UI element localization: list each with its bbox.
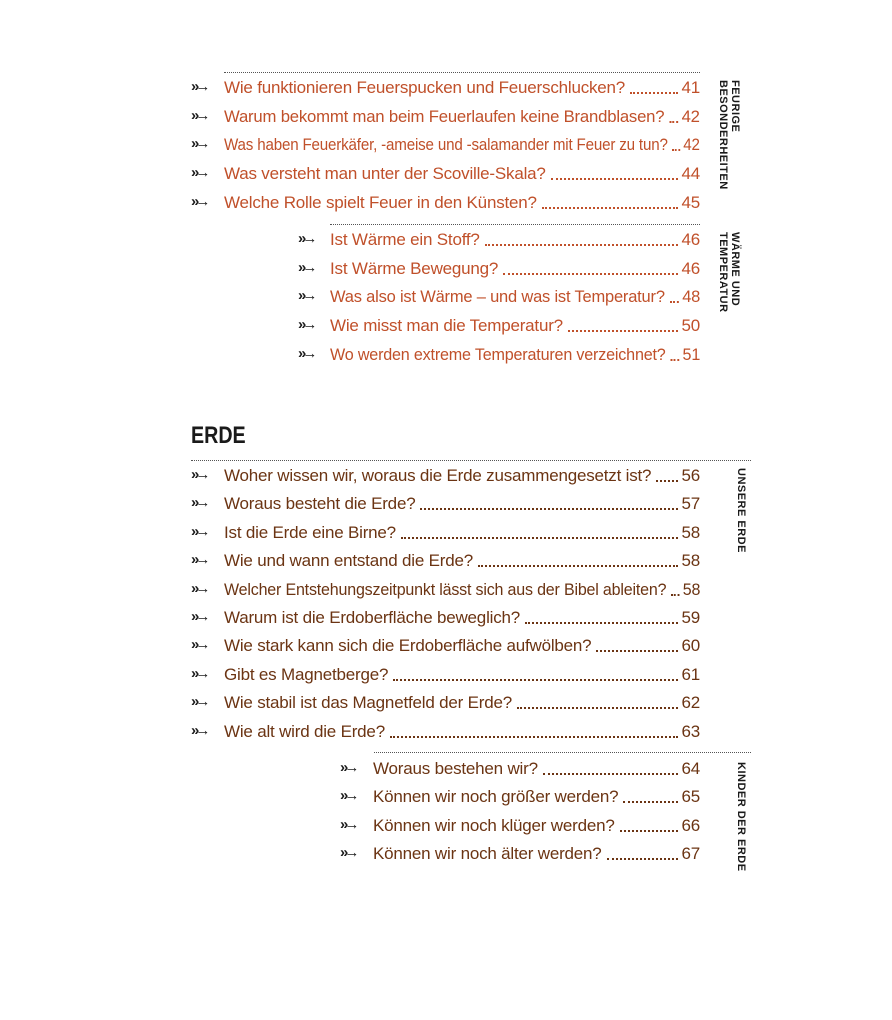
toc-entry[interactable]: [224, 576, 700, 604]
toc-page-number: 51: [682, 345, 701, 364]
dot-leader: [623, 800, 678, 803]
arrow-icon: »→: [191, 193, 207, 210]
toc-question: Wie stark kann sich die Erdoberfläche aufwölben?: [224, 636, 592, 655]
toc-entry[interactable]: [224, 490, 700, 518]
arrow-icon: »→: [191, 551, 207, 568]
arrow-icon: »→: [191, 608, 207, 625]
dot-leader: [478, 564, 679, 567]
section-label-unsere-erde: UNSERE ERDE: [735, 468, 747, 553]
arrow-icon: »→: [191, 722, 207, 739]
dot-leader: [670, 300, 680, 303]
toc-question: Warum bekommt man beim Feuerlaufen keine Brandblasen?: [224, 107, 665, 126]
toc-question: Was also ist Wärme – und was ist Temperatur?: [330, 287, 665, 306]
toc-page-number: 56: [681, 466, 700, 485]
toc-entry[interactable]: [224, 74, 700, 102]
toc-page-number: 58: [682, 580, 701, 599]
arrow-icon: »→: [340, 844, 356, 861]
toc-page-number: 60: [681, 636, 700, 655]
dot-leader: [568, 329, 679, 332]
arrow-icon: »→: [191, 164, 207, 181]
toc-page-number: 46: [681, 259, 700, 278]
arrow-icon: »→: [191, 78, 207, 95]
dot-leader: [671, 593, 680, 596]
toc-entry[interactable]: [224, 718, 700, 746]
dot-leader: [656, 479, 678, 482]
arrow-icon: »→: [298, 259, 314, 276]
toc-entry[interactable]: [224, 632, 700, 660]
toc-entry[interactable]: [330, 341, 700, 369]
toc-question: Welcher Entstehungszeitpunkt lässt sich aus der Bibel ableiten?: [224, 580, 667, 599]
dot-leader: [401, 536, 679, 539]
toc-entry[interactable]: [224, 604, 700, 632]
chapter-title: ERDE: [191, 422, 246, 449]
toc-page-number: 44: [681, 164, 700, 183]
dot-leader: [485, 243, 679, 246]
toc-entry[interactable]: [330, 283, 700, 311]
toc-entry[interactable]: [330, 255, 700, 283]
toc-entry[interactable]: [224, 462, 700, 490]
toc-page-number: 58: [681, 523, 700, 542]
dot-leader: [630, 91, 678, 94]
dot-leader: [543, 772, 679, 775]
toc-entry[interactable]: [224, 103, 700, 131]
dot-leader: [672, 148, 680, 151]
toc-question: Was versteht man unter der Scoville-Skala?: [224, 164, 546, 183]
section-rule-kinder: [374, 752, 751, 753]
section-rule-feurige: [224, 72, 700, 73]
toc-question: Können wir noch älter werden?: [373, 844, 602, 863]
toc-entry[interactable]: [373, 812, 700, 840]
toc-question: Woher wissen wir, woraus die Erde zusammengesetzt ist?: [224, 466, 652, 485]
arrow-icon: »→: [191, 135, 207, 152]
toc-page-number: 64: [681, 759, 700, 778]
toc-question: Welche Rolle spielt Feuer in den Künsten?: [224, 193, 537, 212]
toc-page-number: 48: [682, 287, 701, 306]
arrow-icon: »→: [191, 636, 207, 653]
toc-page-number: 65: [681, 787, 700, 806]
toc-page-number: 59: [681, 608, 700, 627]
arrow-icon: »→: [191, 693, 207, 710]
toc-page-number: 58: [681, 551, 700, 570]
dot-leader: [390, 735, 679, 738]
dot-leader: [542, 206, 679, 209]
arrow-icon: »→: [191, 665, 207, 682]
dot-leader: [669, 120, 678, 123]
toc-page-number: 61: [681, 665, 700, 684]
toc-question: Wo werden extreme Temperaturen verzeichnet?: [330, 345, 666, 364]
arrow-icon: »→: [191, 494, 207, 511]
arrow-icon: »→: [340, 759, 356, 776]
toc-page-number: 67: [681, 844, 700, 863]
arrow-icon: »→: [191, 107, 207, 124]
toc-entry[interactable]: [373, 755, 700, 783]
section-label-waerme: WÄRME UND TEMPERATUR: [717, 232, 741, 313]
chapter-rule: [191, 460, 751, 461]
arrow-icon: »→: [298, 345, 314, 362]
toc-entry[interactable]: [224, 160, 700, 188]
toc-page-number: 42: [683, 135, 700, 154]
dot-leader: [503, 272, 678, 275]
dot-leader: [525, 621, 678, 624]
arrow-icon: »→: [298, 316, 314, 333]
toc-question: Wie misst man die Temperatur?: [330, 316, 563, 335]
toc-page-number: 41: [681, 78, 700, 97]
dot-leader: [620, 829, 679, 832]
toc-entry[interactable]: [224, 131, 700, 159]
toc-question: Was haben Feuerkäfer, -ameise und -salamander mit Feuer zu tun?: [224, 135, 668, 154]
toc-page-number: 46: [681, 230, 700, 249]
section-label-kinder: KINDER DER ERDE: [735, 762, 747, 872]
toc-entry[interactable]: [330, 226, 700, 254]
toc-entry[interactable]: [224, 189, 700, 217]
arrow-icon: »→: [298, 287, 314, 304]
dot-leader: [420, 507, 678, 510]
dot-leader: [670, 358, 679, 361]
toc-page-number: 45: [681, 193, 700, 212]
section-rule-waerme: [330, 224, 700, 225]
dot-leader: [551, 177, 679, 180]
toc-question: Woraus bestehen wir?: [373, 759, 538, 778]
toc-page-number: 66: [681, 816, 700, 835]
toc-question: Wie und wann entstand die Erde?: [224, 551, 473, 570]
arrow-icon: »→: [191, 466, 207, 483]
toc-page-number: 63: [681, 722, 700, 741]
toc-question: Wie stabil ist das Magnetfeld der Erde?: [224, 693, 512, 712]
toc-page-number: 42: [681, 107, 700, 126]
toc-page-number: 50: [681, 316, 700, 335]
toc-question: Können wir noch klüger werden?: [373, 816, 615, 835]
toc-entry[interactable]: [373, 840, 700, 868]
toc-entry[interactable]: [373, 783, 700, 811]
arrow-icon: »→: [191, 523, 207, 540]
toc-page-number: 62: [681, 693, 700, 712]
toc-question: Gibt es Magnetberge?: [224, 665, 389, 684]
dot-leader: [393, 678, 678, 681]
toc-page-number: 57: [681, 494, 700, 513]
arrow-icon: »→: [340, 787, 356, 804]
toc-entry[interactable]: [330, 312, 700, 340]
toc-question: Können wir noch größer werden?: [373, 787, 619, 806]
section-label-feurige: FEURIGE BESONDERHEITEN: [717, 80, 741, 190]
toc-question: Wie alt wird die Erde?: [224, 722, 385, 741]
toc-entry[interactable]: [224, 547, 700, 575]
toc-entry[interactable]: [224, 661, 700, 689]
dot-leader: [596, 649, 678, 652]
dot-leader: [517, 706, 679, 709]
toc-question: Ist Wärme ein Stoff?: [330, 230, 480, 249]
dot-leader: [607, 857, 679, 860]
toc-question: Ist Wärme Bewegung?: [330, 259, 499, 278]
arrow-icon: »→: [191, 580, 207, 597]
toc-entry[interactable]: [224, 519, 700, 547]
arrow-icon: »→: [340, 816, 356, 833]
arrow-icon: »→: [298, 230, 314, 247]
toc-question: Ist die Erde eine Birne?: [224, 523, 396, 542]
toc-question: Wie funktionieren Feuerspucken und Feuerschlucken?: [224, 78, 626, 97]
toc-question: Woraus besteht die Erde?: [224, 494, 416, 513]
toc-question: Warum ist die Erdoberfläche beweglich?: [224, 608, 521, 627]
toc-entry[interactable]: [224, 689, 700, 717]
